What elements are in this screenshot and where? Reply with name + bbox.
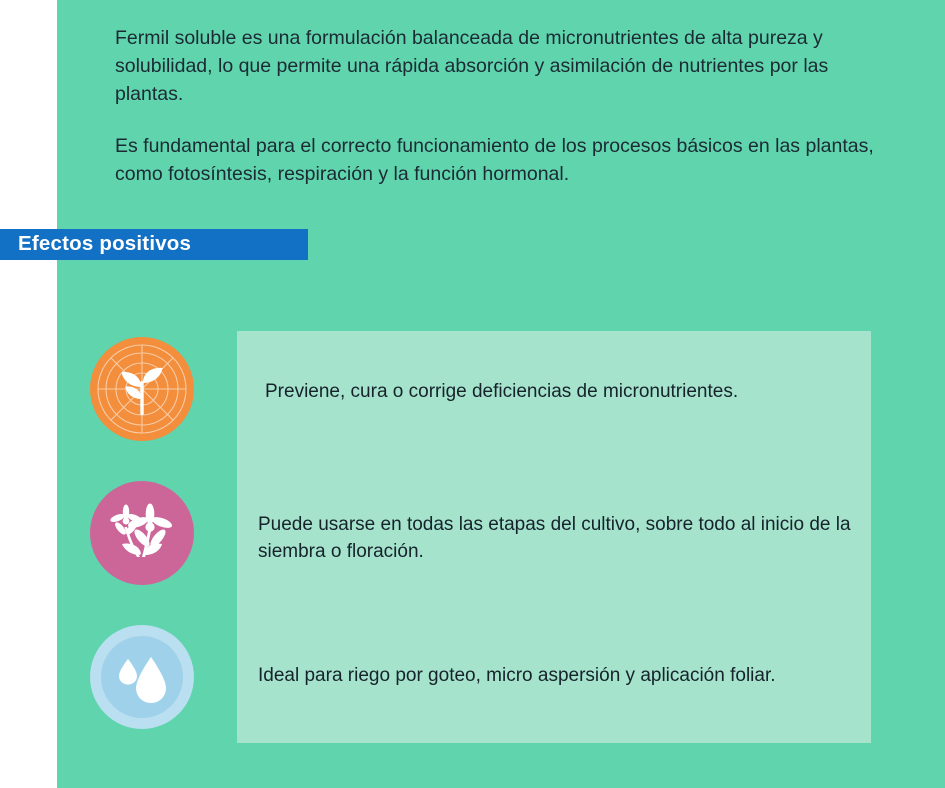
water-drops-icon	[90, 625, 194, 729]
intro-paragraph-2: Es fundamental para el correcto funcionamiento de los procesos básicos en las plantas, como fotosíntesis, respiración y la función hormonal.	[115, 135, 874, 185]
benefit-text-2: Puede usarse en todas las etapas del cultivo, sobre todo al inicio de la siembra o floración.	[258, 514, 851, 562]
plant-sprout-icon	[90, 337, 194, 441]
benefit-text-3: Ideal para riego por goteo, micro aspersión y aplicación foliar.	[258, 665, 776, 686]
section-heading-bar	[0, 229, 308, 260]
intro-text-block	[115, 24, 875, 188]
section-heading-label: Efectos positivos	[18, 232, 192, 255]
flowers-icon	[90, 481, 194, 585]
intro-paragraph-1: Fermil soluble es una formulación balanceada de micronutrientes de alta pureza y solubilidad, lo que permite una rápida absorción y asimilación de nutrientes por las plantas.	[115, 27, 829, 105]
benefit-text-1: Previene, cura o corrige deficiencias de micronutrientes.	[265, 381, 739, 402]
